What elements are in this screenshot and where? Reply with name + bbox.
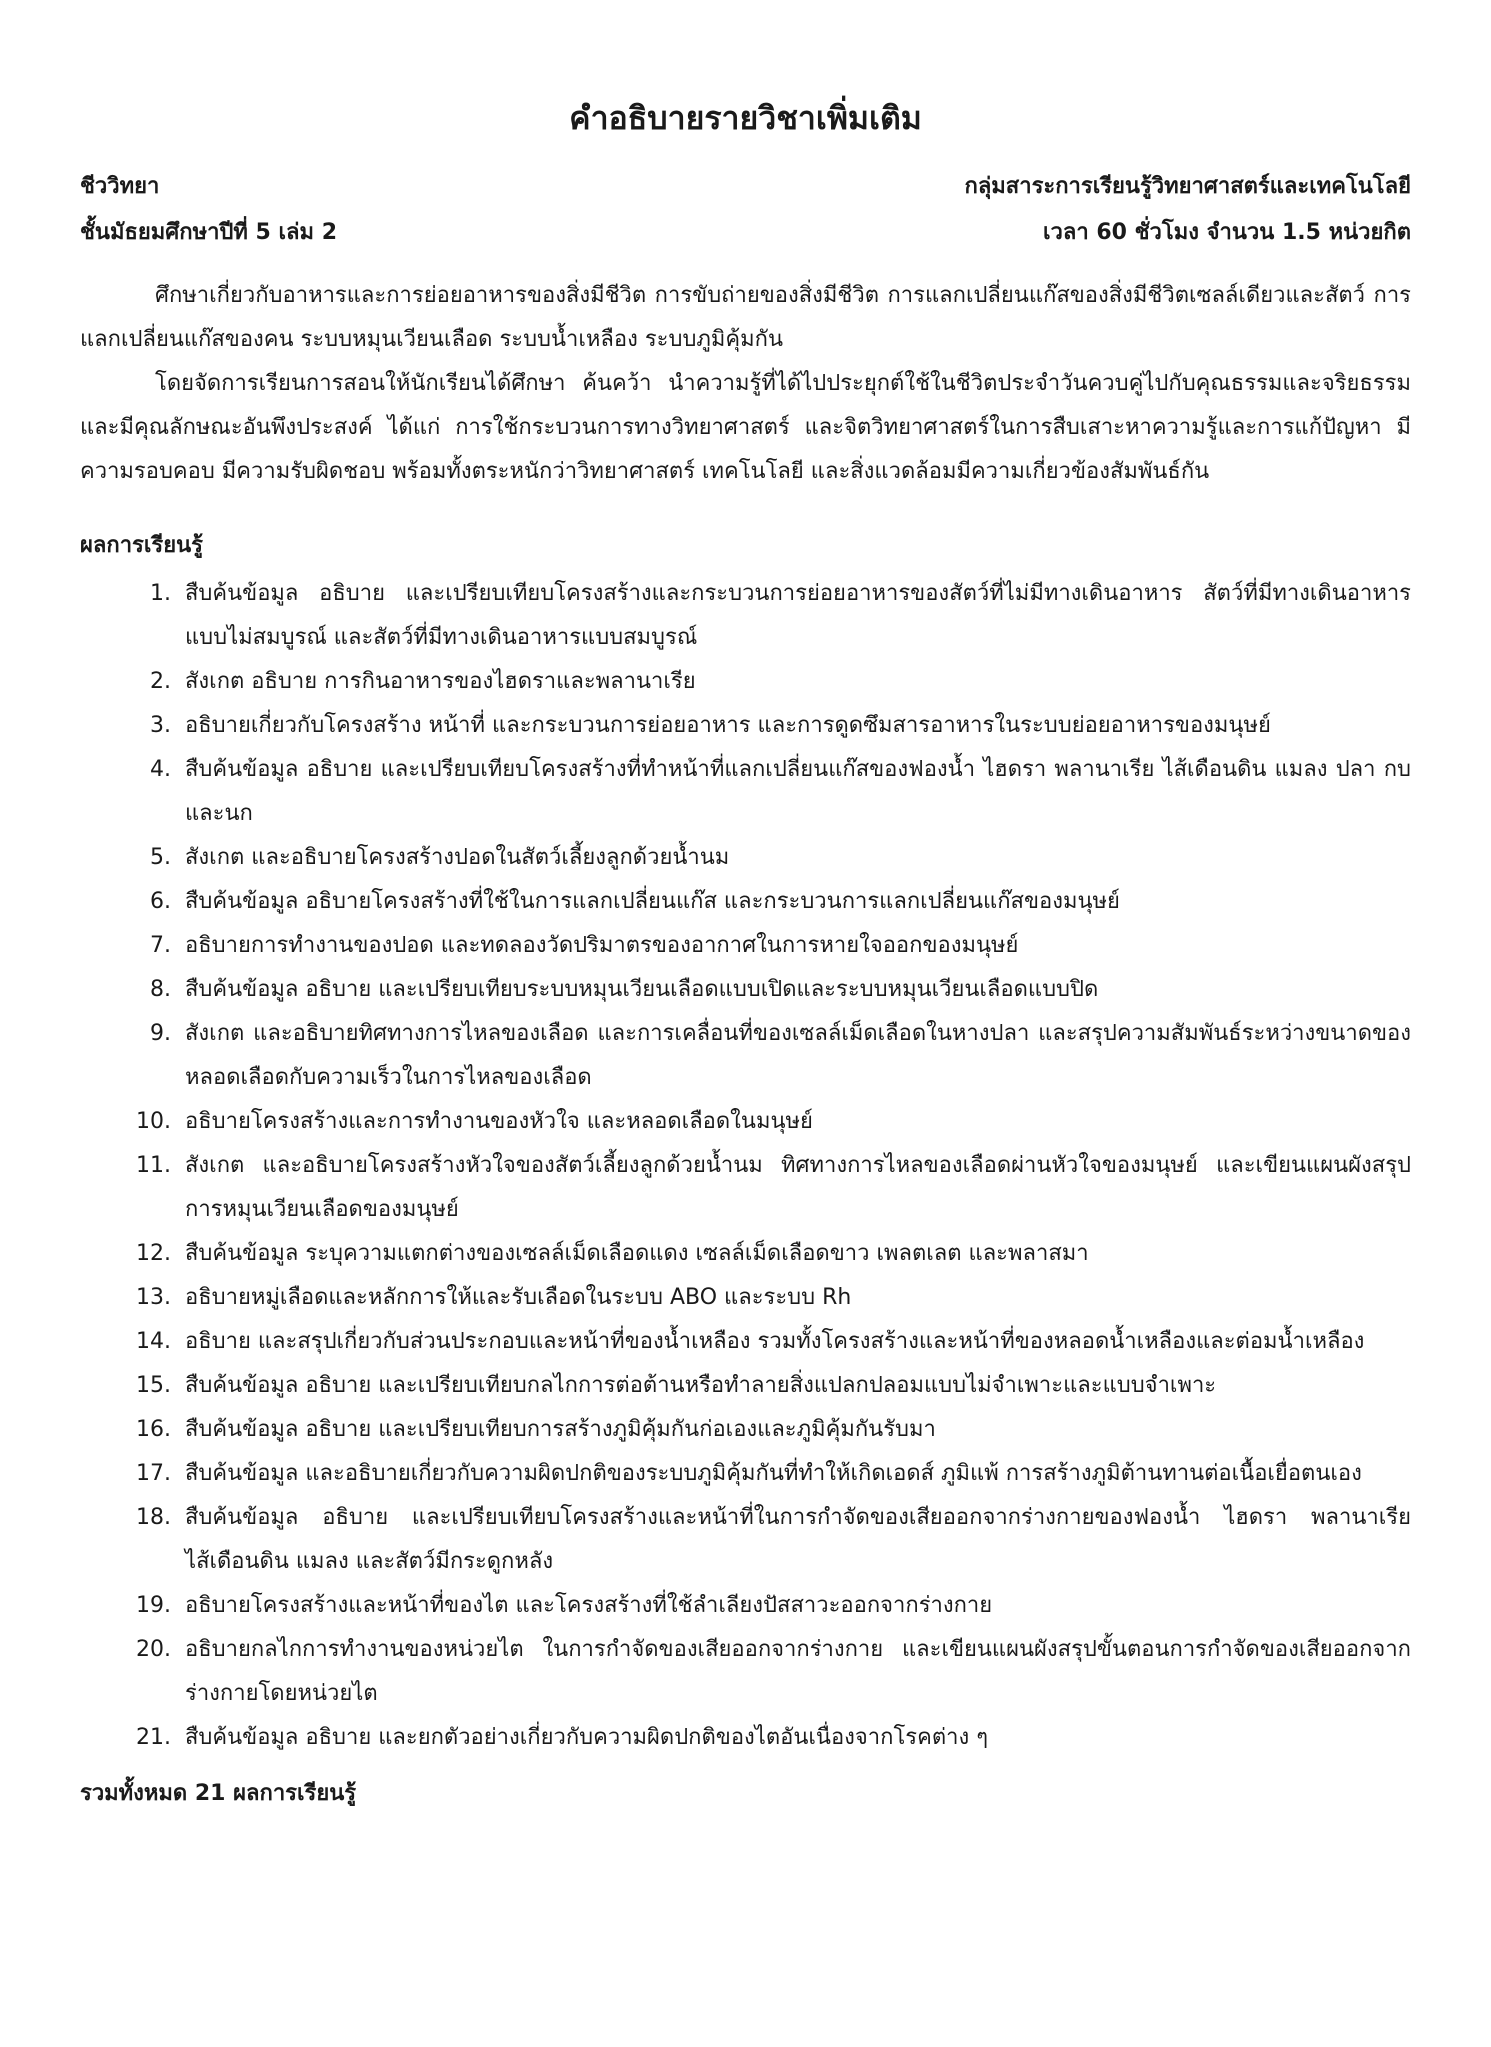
outcome-text: อธิบายโครงสร้างและหน้าที่ของไต และโครงสร้างที่ใช้ลำเลียงปัสสาวะออกจากร่างกาย [185, 1593, 993, 1618]
outcome-text: อธิบายการทำงานของปอด และทดลองวัดปริมาตรของอากาศในการหายใจออกของมนุษย์ [185, 933, 1019, 958]
outcome-number: 9. [150, 1021, 171, 1046]
outcome-number: 14. [136, 1329, 171, 1354]
outcome-text: สืบค้นข้อมูล อธิบาย และเปรียบเทียบระบบหมุนเวียนเลือดแบบเปิดและระบบหมุนเวียนเลือดแบบปิด [185, 977, 1099, 1002]
list-item [80, 1584, 1411, 1628]
outcome-text: สังเกต และอธิบายโครงสร้างปอดในสัตว์เลี้ยงลูกด้วยน้ำนม [185, 845, 730, 870]
list-item [80, 1496, 1411, 1584]
outcome-text: สังเกต และอธิบายทิศทางการไหลของเลือด และการเคลื่อนที่ของเซลล์เม็ดเลือดในหางปลา และสรุปความสัมพันธ์ระหว่างขนาดของหลอดเลือดกับความเร็วในการไหลของเลือด [185, 1021, 1411, 1090]
outcome-number: 3. [150, 713, 171, 738]
list-item [80, 1452, 1411, 1496]
grade-label: ชั้นมัธยมศึกษาปีที่ 5 เล่ม 2 [80, 220, 337, 245]
outcome-text: สังเกต และอธิบายโครงสร้างหัวใจของสัตว์เลี้ยงลูกด้วยน้ำนม ทิศทางการไหลของเลือดผ่านหัวใจของมนุษย์ และเขียนแผนผังสรุปการหมุนเวียนเลือดของมนุษย์ [185, 1153, 1411, 1222]
outcome-number: 12. [136, 1241, 171, 1266]
list-item [80, 1628, 1411, 1716]
outcome-number: 1. [150, 581, 171, 606]
list-item [80, 924, 1411, 968]
list-item [80, 1276, 1411, 1320]
list-item [80, 572, 1411, 660]
list-item [80, 836, 1411, 880]
outcome-text: อธิบายกลไกการทำงานของหน่วยไต ในการกำจัดของเสียออกจากร่างกาย และเขียนแผนผังสรุปขั้นตอนการกำจัดของเสียออกจากร่างกายโดยหน่วยไต [185, 1637, 1411, 1706]
outcome-number: 10. [136, 1109, 171, 1134]
outcome-number: 21. [136, 1725, 171, 1750]
description-paragraph-2: โดยจัดการเรียนการสอนให้นักเรียนได้ศึกษา ค้นคว้า นำความรู้ที่ได้ไปประยุกต์ใช้ในชีวิตประจำวันควบคู่ไปกับคุณธรรมและจริยธรรม และมีคุณลักษณะอันพึงประสงค์ ได้แก่ การใช้กระบวนการทางวิทยาศาสตร์ และจิตวิทยาศาสตร์ในการสืบเสาะหาความรู้และการแก้ปัญหา มีความรอบคอบ มีความรับผิดชอบ พร้อมทั้งตระหนักว่าวิทยาศาสตร์ เทคโนโลยี และสิ่งแวดล้อมมีความเกี่ยวข้องสัมพันธ์กัน [80, 371, 1411, 484]
list-item [80, 1320, 1411, 1364]
outcome-number: 13. [136, 1285, 171, 1310]
outcome-number: 15. [136, 1373, 171, 1398]
outcomes-heading: ผลการเรียนรู้ [80, 533, 203, 558]
outcome-number: 20. [136, 1637, 171, 1662]
outcome-number: 8. [150, 977, 171, 1002]
meta-row-subject [80, 164, 1411, 210]
page-title: คำอธิบายรายวิชาเพิ่มเติม [569, 99, 922, 137]
outcome-text: สังเกต อธิบาย การกินอาหารของไฮดราและพลานาเรีย [185, 669, 696, 694]
outcome-number: 11. [136, 1153, 171, 1178]
list-item [80, 1100, 1411, 1144]
document-page [80, 80, 1411, 2010]
outcome-text: อธิบายโครงสร้างและการทำงานของหัวใจ และหลอดเลือดในมนุษย์ [185, 1109, 813, 1134]
outcome-text: สืบค้นข้อมูล อธิบาย และเปรียบเทียบโครงสร้างที่ทำหน้าที่แลกเปลี่ยนแก๊สของฟองน้ำ ไฮดรา พลานาเรีย ไส้เดือนดิน แมลง ปลา กบ และนก [185, 757, 1411, 826]
list-item [80, 880, 1411, 924]
outcome-text: อธิบาย และสรุปเกี่ยวกับส่วนประกอบและหน้าที่ของน้ำเหลือง รวมทั้งโครงสร้างและหน้าที่ของหลอดน้ำเหลืองและต่อมน้ำเหลือง [185, 1329, 1365, 1354]
list-item [80, 1408, 1411, 1452]
outcome-text: สืบค้นข้อมูล อธิบายโครงสร้างที่ใช้ในการแลกเปลี่ยนแก๊ส และกระบวนการแลกเปลี่ยนแก๊สของมนุษย์ [185, 889, 1120, 914]
list-item [80, 1232, 1411, 1276]
learning-group-label: กลุ่มสาระการเรียนรู้วิทยาศาสตร์และเทคโนโลยี [964, 174, 1411, 199]
outcome-text: สืบค้นข้อมูล อธิบาย และเปรียบเทียบกลไกการต่อต้านหรือทำลายสิ่งแปลกปลอมแบบไม่จำเพาะและแบบจำเพาะ [185, 1373, 1217, 1398]
outcome-number: 19. [136, 1593, 171, 1618]
description-paragraph-1: ศึกษาเกี่ยวกับอาหารและการย่อยอาหารของสิ่งมีชีวิต การขับถ่ายของสิ่งมีชีวิต การแลกเปลี่ยนแก๊สของสิ่งมีชีวิตเซลล์เดียวและสัตว์ การแลกเปลี่ยนแก๊สของคน ระบบหมุนเวียนเลือด ระบบน้ำเหลือง ระบบภูมิคุ้มกัน [80, 283, 1411, 352]
outcome-text: อธิบายเกี่ยวกับโครงสร้าง หน้าที่ และกระบวนการย่อยอาหาร และการดูดซึมสารอาหารในระบบย่อยอาหารของมนุษย์ [185, 713, 1271, 738]
list-item [80, 704, 1411, 748]
list-item [80, 748, 1411, 836]
list-item [80, 1144, 1411, 1232]
outcome-text: สืบค้นข้อมูล ระบุความแตกต่างของเซลล์เม็ดเลือดแดง เซลล์เม็ดเลือดขาว เพลตเลต และพลาสมา [185, 1241, 1089, 1266]
outcome-text: สืบค้นข้อมูล อธิบาย และเปรียบเทียบโครงสร้างและหน้าที่ในการกำจัดของเสียออกจากร่างกายของฟองน้ำ ไฮดรา พลานาเรีย ไส้เดือนดิน แมลง และสัตว์มีกระดูกหลัง [185, 1505, 1411, 1574]
outcome-number: 7. [150, 933, 171, 958]
outcome-number: 18. [136, 1505, 171, 1530]
list-item [80, 968, 1411, 1012]
outcome-text: อธิบายหมู่เลือดและหลักการให้และรับเลือดในระบบ ABO และระบบ Rh [185, 1285, 852, 1310]
outcome-text: สืบค้นข้อมูล และอธิบายเกี่ยวกับความผิดปกติของระบบภูมิคุ้มกันที่ทำให้เกิดเอดส์ ภูมิแพ้ การสร้างภูมิต้านทานต่อเนื้อเยื่อตนเอง [185, 1461, 1362, 1486]
subject-label: ชีววิทยา [80, 174, 160, 199]
outcome-text: สืบค้นข้อมูล อธิบาย และเปรียบเทียบการสร้างภูมิคุ้มกันก่อเองและภูมิคุ้มกันรับมา [185, 1417, 936, 1442]
outcome-number: 6. [150, 889, 171, 914]
hours-credits-label: เวลา 60 ชั่วโมง จำนวน 1.5 หน่วยกิต [1042, 220, 1411, 245]
outcome-number: 5. [150, 845, 171, 870]
list-item [80, 1364, 1411, 1408]
outcomes-list [80, 572, 1411, 1760]
list-item [80, 1012, 1411, 1100]
meta-row-grade [80, 210, 1411, 256]
outcome-number: 17. [136, 1461, 171, 1486]
outcomes-total: รวมทั้งหมด 21 ผลการเรียนรู้ [80, 1781, 357, 1806]
outcome-number: 4. [150, 757, 171, 782]
outcome-number: 16. [136, 1417, 171, 1442]
outcome-number: 2. [150, 669, 171, 694]
outcome-text: สืบค้นข้อมูล อธิบาย และเปรียบเทียบโครงสร้างและกระบวนการย่อยอาหารของสัตว์ที่ไม่มีทางเดินอาหาร สัตว์ที่มีทางเดินอาหารแบบไม่สมบูรณ์ และสัตว์ที่มีทางเดินอาหารแบบสมบูรณ์ [185, 581, 1411, 650]
outcome-text: สืบค้นข้อมูล อธิบาย และยกตัวอย่างเกี่ยวกับความผิดปกติของไตอันเนื่องจากโรคต่าง ๆ [185, 1725, 989, 1750]
list-item [80, 660, 1411, 704]
list-item [80, 1716, 1411, 1760]
